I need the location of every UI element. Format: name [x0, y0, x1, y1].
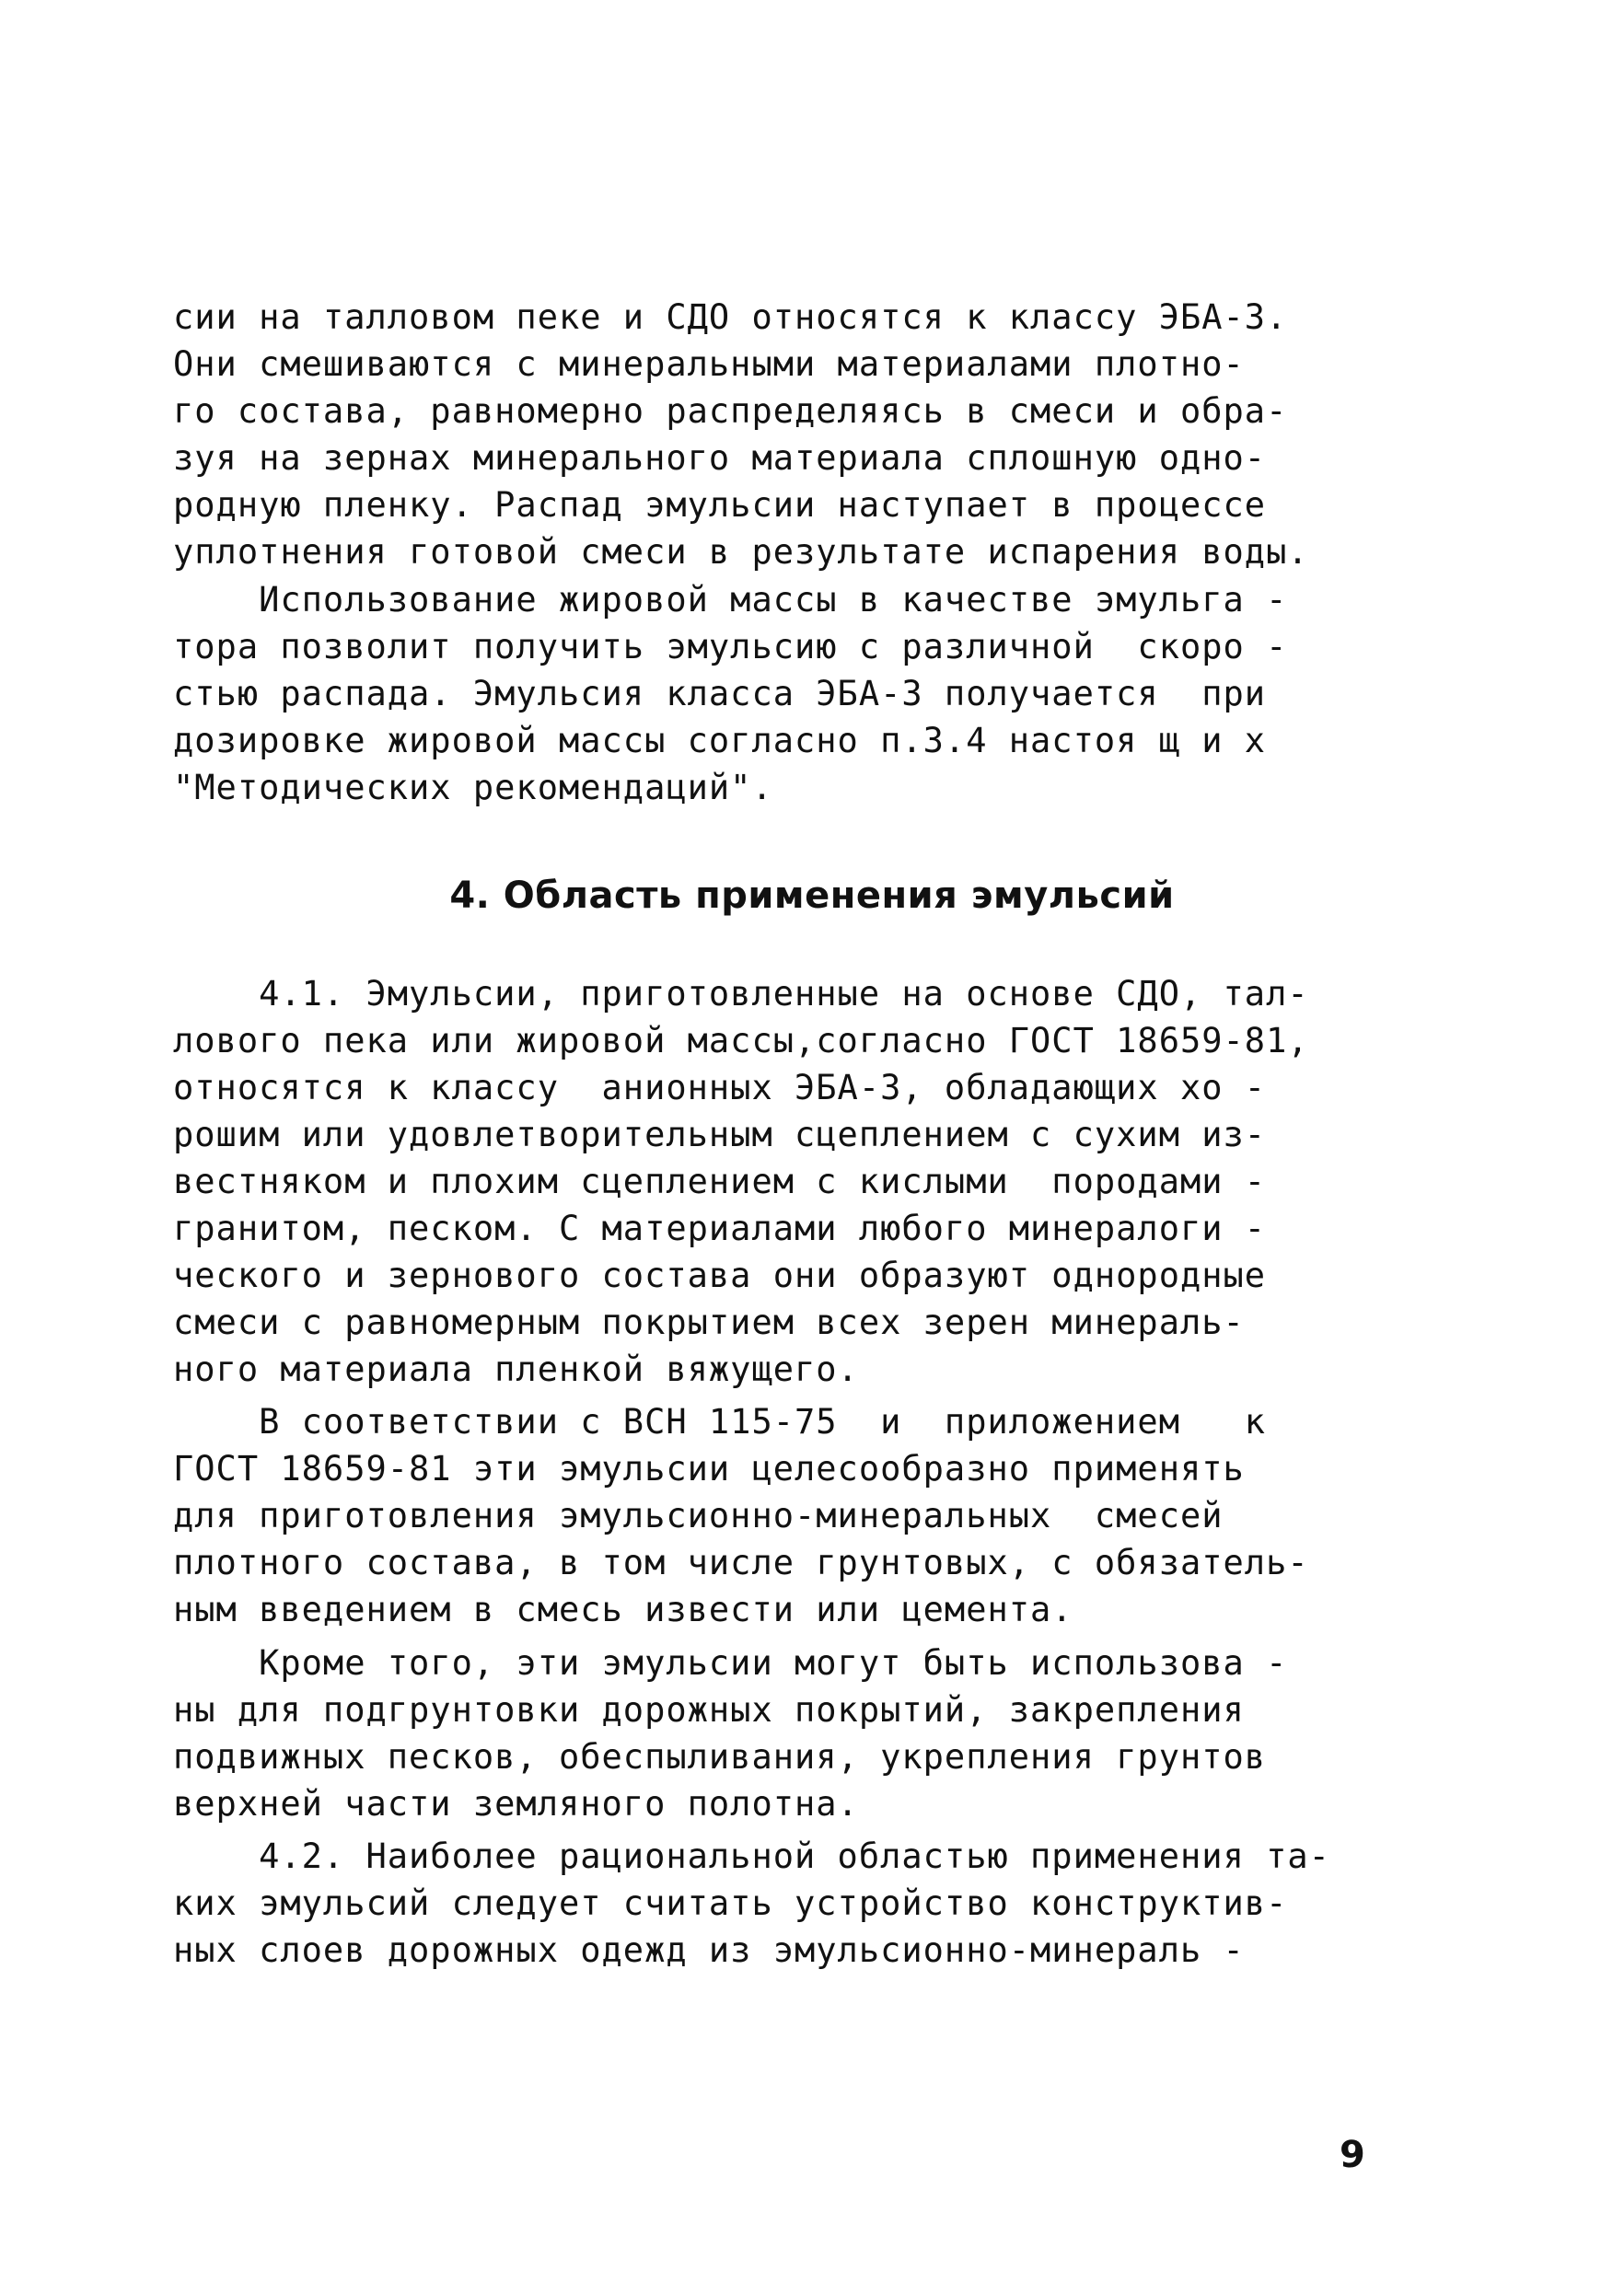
- text-line: дозировке жировой массы согласно п.3.4 настоя щ и х: [173, 721, 1267, 760]
- text-line: ГОСТ 18659-81 эти эмульсии целесообразно применять: [173, 1449, 1245, 1489]
- text-line: Они смешиваются с минеральными материалами плотно-: [173, 344, 1245, 384]
- text-line: тора позволит получить эмульсию с различной скоро -: [173, 627, 1288, 666]
- text-line: го состава, равномерно распределяясь в смеси и обра-: [173, 391, 1288, 431]
- page-number: 9: [1340, 2134, 1365, 2176]
- text-line: гранитом, песком. С материалами любого минералоги -: [173, 1209, 1267, 1248]
- text-line: верхней части земляного полотна.: [173, 1784, 859, 1824]
- text-line: ным введением в смесь извести или цемента.: [173, 1590, 1073, 1629]
- text-line: смеси с равномерным покрытием всех зерен минераль-: [173, 1303, 1245, 1342]
- text-line: относятся к классу анионных ЭБА-3, обладающих хо -: [173, 1068, 1267, 1107]
- text-line: плотного состава, в том числе грунтовых, с обязатель-: [173, 1543, 1309, 1582]
- text-line: 4.1. Эмульсии, приготовленные на основе СДО, тал-: [173, 974, 1309, 1014]
- section-heading: 4. Область применения эмульсий: [449, 875, 1175, 917]
- text-line: Использование жировой массы в качестве эмульга -: [173, 580, 1288, 620]
- text-line: ных слоев дорожных одежд из эмульсионно-минераль -: [173, 1930, 1245, 1970]
- text-line: ких эмульсий следует считать устройство конструктив-: [173, 1883, 1288, 1923]
- text-line: Кроме того, эти эмульсии могут быть использова -: [173, 1643, 1288, 1683]
- text-line: уплотнения готовой смеси в результате испарения воды.: [173, 532, 1309, 572]
- text-line: лового пека или жировой массы,согласно ГОСТ 18659-81,: [173, 1021, 1309, 1060]
- text-line: В соответствии с ВСН 115-75 и приложением к: [173, 1402, 1267, 1442]
- text-line: зуя на зернах минерального материала сплошную одно-: [173, 438, 1267, 478]
- text-line: сии на талловом пеке и СДО относятся к классу ЭБА-3.: [173, 297, 1288, 337]
- text-line: вестняком и плохим сцеплением с кислыми породами -: [173, 1162, 1267, 1201]
- text-line: стью распада. Эмульсия класса ЭБА-3 получается при: [173, 674, 1267, 713]
- text-line: ческого и зернового состава они образуют однородные: [173, 1256, 1267, 1295]
- text-line: рошим или удовлетворительным сцеплением с сухим из-: [173, 1115, 1267, 1154]
- text-line: ного материала пленкой вяжущего.: [173, 1350, 859, 1389]
- text-line: родную пленку. Распад эмульсии наступает в процессе: [173, 485, 1267, 525]
- text-line: "Методических рекомендаций".: [173, 768, 773, 807]
- text-line: 4.2. Наиболее рациональной областью применения та-: [173, 1836, 1330, 1876]
- text-line: подвижных песков, обеспыливания, укрепления грунтов: [173, 1737, 1267, 1777]
- text-line: для приготовления эмульсионно-минеральных смесей: [173, 1496, 1224, 1535]
- text-line: ны для подгрунтовки дорожных покрытий, закрепления: [173, 1690, 1245, 1730]
